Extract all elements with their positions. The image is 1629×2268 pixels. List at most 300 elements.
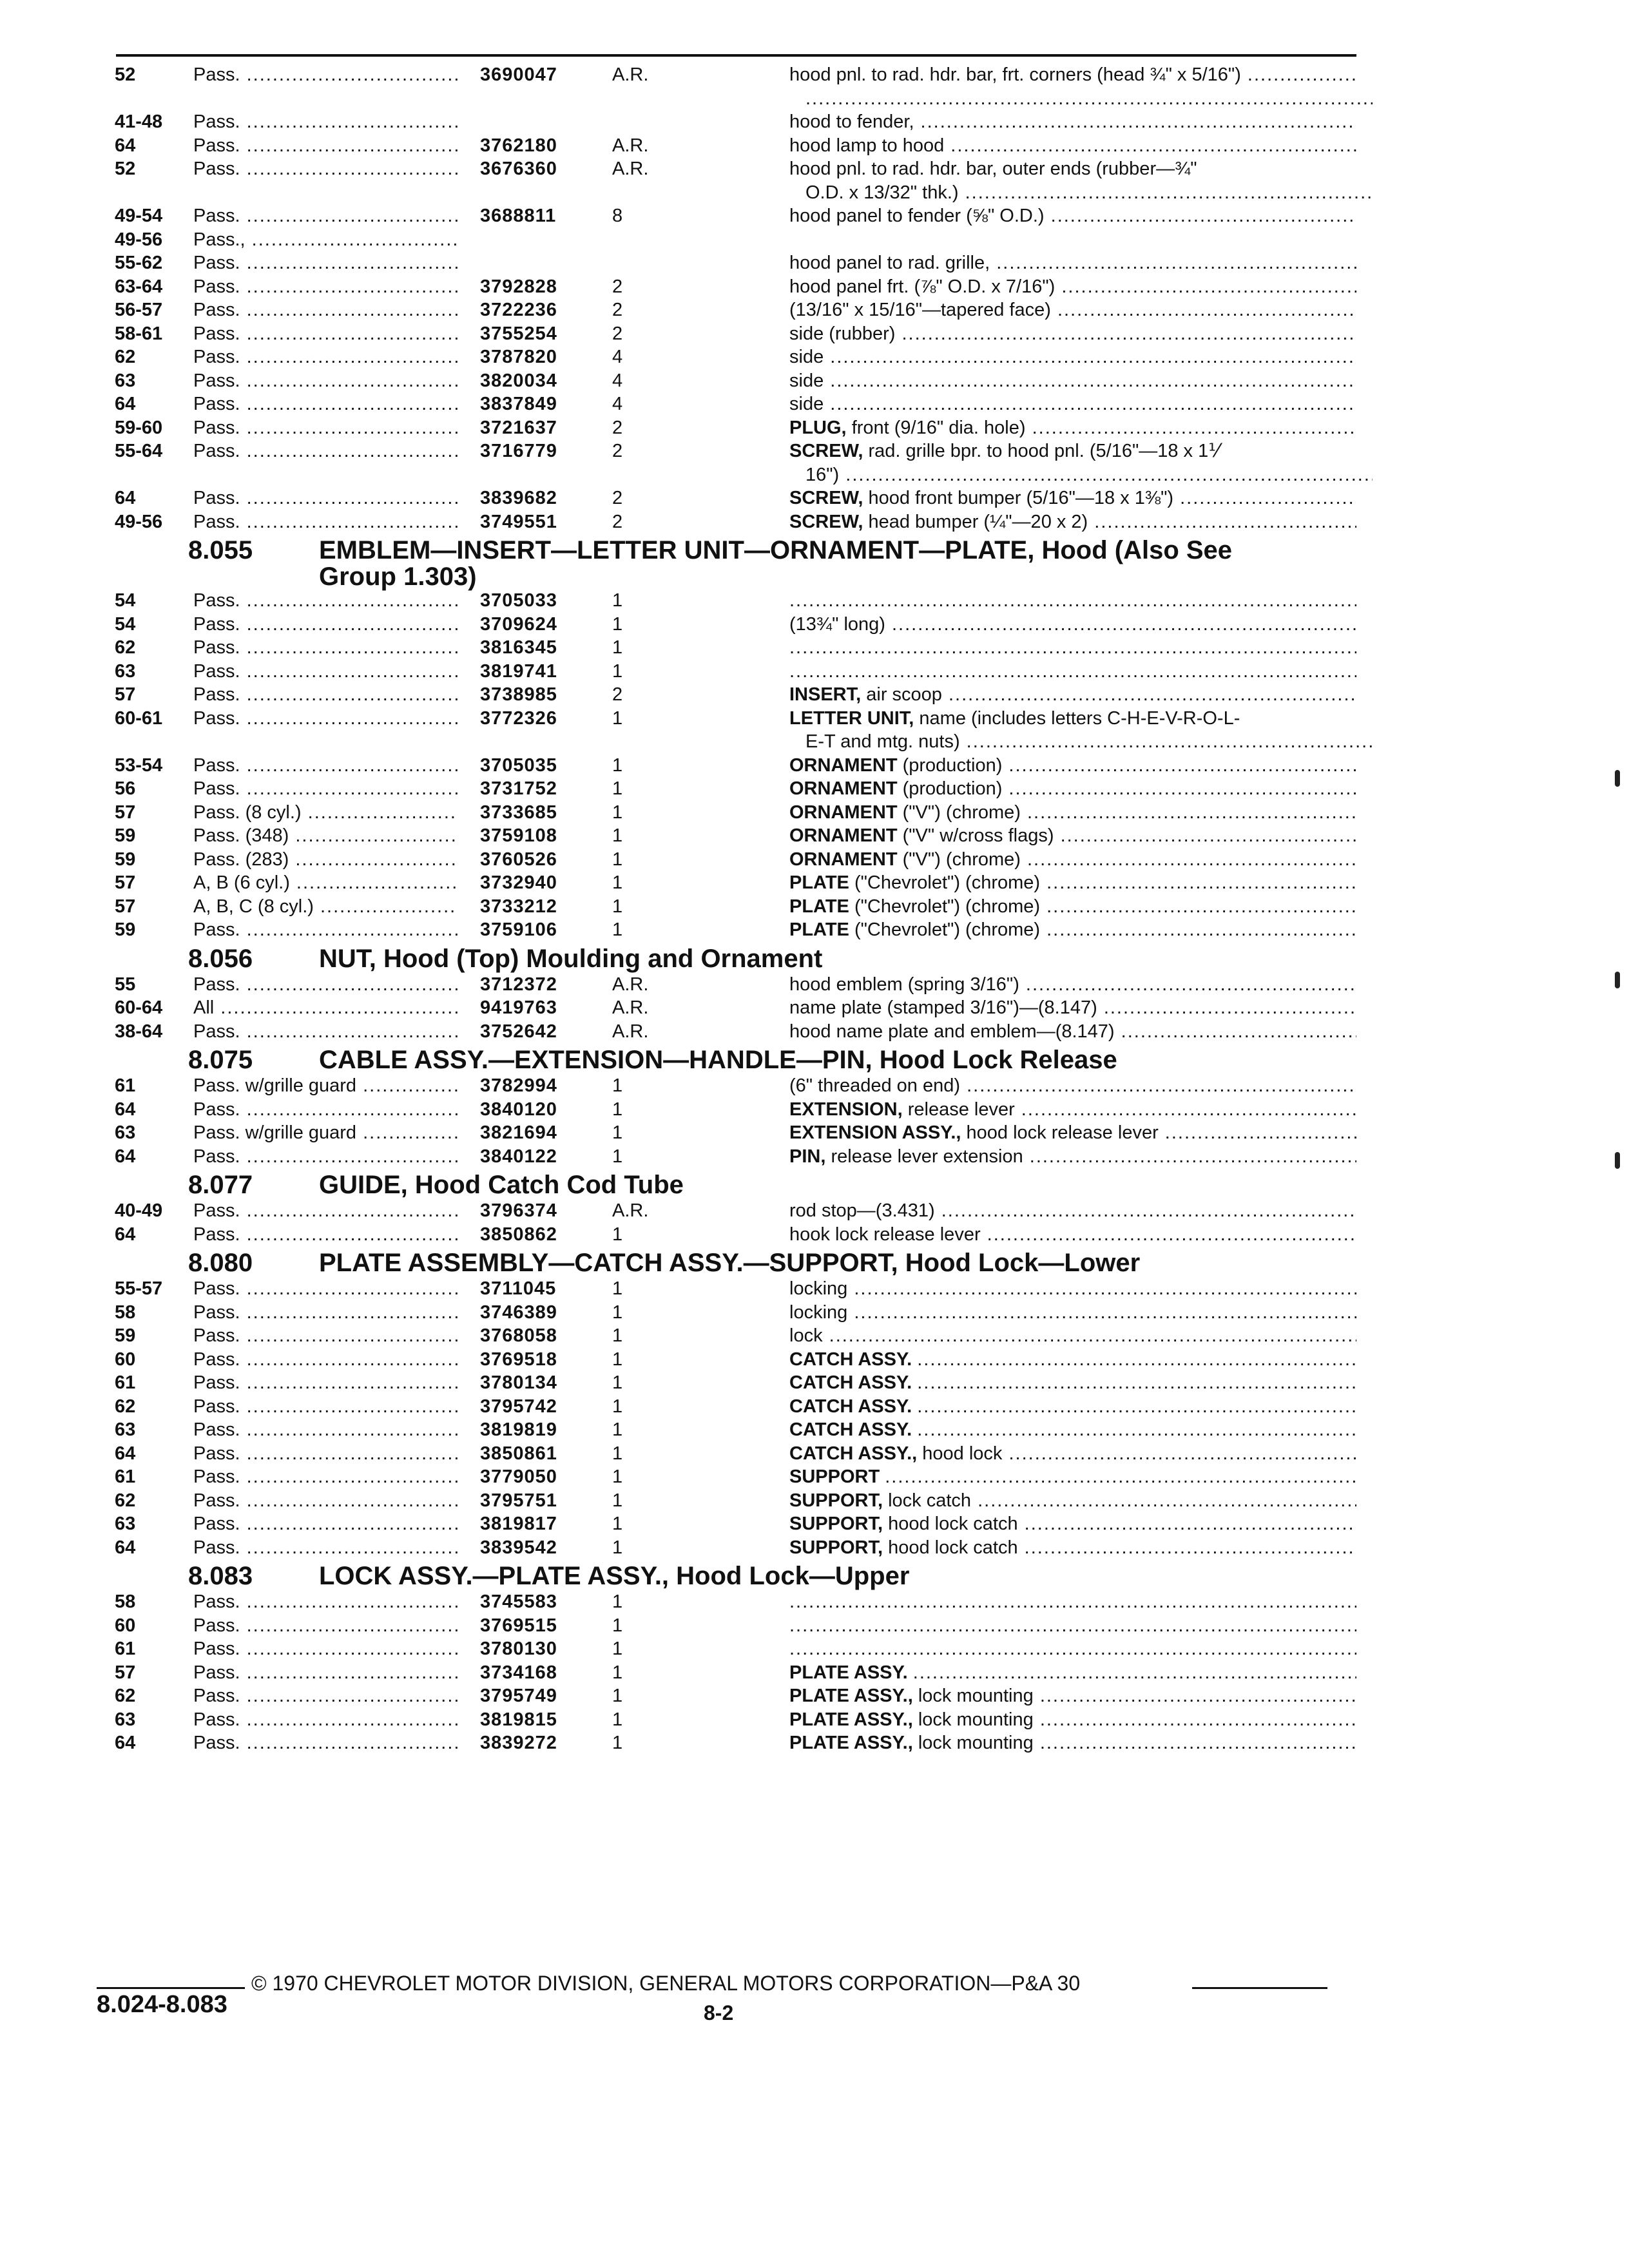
model-year: 62 xyxy=(115,347,136,367)
part-detail: name (includes letters C-H-E-V-R-O-L- xyxy=(919,707,1240,729)
part-detail: locking xyxy=(789,1278,848,1299)
part-number: 3839542 xyxy=(480,1537,557,1558)
model-application: Pass. ..... xyxy=(193,918,458,941)
quantity: 1 xyxy=(612,1733,623,1753)
section-title: LOCK ASSY.—PLATE ASSY., Hood Lock—Upper xyxy=(319,1562,910,1590)
section-title: CABLE ASSY.—EXTENSION—HANDLE—PIN, Hood Lock Release xyxy=(319,1046,1117,1074)
part-row xyxy=(0,1536,1629,1560)
part-number: 3769515 xyxy=(480,1615,557,1636)
part-detail: side (rubber) xyxy=(789,323,896,344)
part-name: EXTENSION ASSY., xyxy=(789,1122,961,1143)
part-detail: rad. grille bpr. to hood pnl. (5/16"—18 x 1⅟ xyxy=(868,441,1219,461)
part-name: PLATE ASSY., xyxy=(789,1686,913,1706)
model-application: Pass. ..... xyxy=(193,1614,458,1637)
part-name: ORNAMENT xyxy=(789,754,898,776)
part-description xyxy=(789,848,1356,871)
part-description xyxy=(789,1301,1356,1324)
part-description xyxy=(789,1637,1356,1660)
quantity: A.R. xyxy=(612,1200,649,1221)
parts-list xyxy=(0,63,1629,1755)
part-detail: side xyxy=(789,370,824,391)
part-description xyxy=(789,973,1356,996)
model-year: 58 xyxy=(115,1591,136,1612)
quantity: 1 xyxy=(612,825,623,846)
part-detail: locking xyxy=(789,1302,848,1323)
part-number: 9419763 xyxy=(480,997,557,1018)
model-application: Pass. ..... xyxy=(193,275,458,298)
model-year: 63 xyxy=(115,1514,136,1534)
part-detail: side xyxy=(789,347,824,367)
binding-mark xyxy=(1615,972,1620,988)
part-name: CATCH ASSY. xyxy=(789,1349,912,1370)
quantity: 1 xyxy=(612,849,623,870)
part-description xyxy=(789,1465,1356,1488)
part-description xyxy=(789,754,1356,777)
model-application: Pass. ..... xyxy=(193,439,458,463)
part-detail: hook lock release lever xyxy=(789,1224,981,1245)
part-row xyxy=(0,848,1629,872)
quantity: 4 xyxy=(612,347,623,367)
part-row xyxy=(0,322,1629,346)
part-description xyxy=(789,707,1356,730)
part-detail: hood panel to rad. grille, xyxy=(789,253,990,273)
part-row xyxy=(0,871,1629,895)
part-detail: ("Chevrolet") (chrome) xyxy=(854,919,1041,940)
part-detail: hood to fender, xyxy=(789,111,914,132)
quantity: 1 xyxy=(612,1639,623,1659)
model-application: Pass. ..... xyxy=(193,369,458,392)
part-description xyxy=(789,1121,1356,1144)
part-number: 3738985 xyxy=(480,684,557,705)
model-year: 60-61 xyxy=(115,707,163,729)
part-number: 3840120 xyxy=(480,1099,557,1120)
part-description xyxy=(805,730,1373,753)
model-application: Pass. ..... xyxy=(193,1661,458,1684)
model-application: Pass. ..... xyxy=(193,1098,458,1121)
model-application: Pass. ..... xyxy=(193,1277,458,1300)
part-number: 3733212 xyxy=(480,896,557,917)
quantity: 1 xyxy=(612,613,623,635)
part-row xyxy=(0,1324,1629,1348)
part-description xyxy=(789,871,1356,894)
part-detail: 16") xyxy=(805,464,840,485)
part-description xyxy=(789,416,1356,439)
quantity: 1 xyxy=(612,1146,623,1167)
part-row xyxy=(0,251,1629,275)
model-application: Pass. (283) ..... xyxy=(193,848,458,871)
part-description xyxy=(789,1395,1356,1418)
part-number: 3745583 xyxy=(480,1591,557,1612)
model-application: Pass. ..... xyxy=(193,157,458,180)
part-detail: lock mounting xyxy=(918,1709,1034,1730)
part-row xyxy=(0,754,1629,778)
part-detail: hood emblem (spring 3/16") xyxy=(789,974,1019,995)
model-application: Pass. ..... xyxy=(193,1684,458,1707)
part-row xyxy=(0,275,1629,299)
model-year: 56 xyxy=(115,778,136,799)
part-description xyxy=(789,63,1356,86)
model-year: 64 xyxy=(115,135,136,156)
part-number: 3709624 xyxy=(480,613,557,635)
part-description xyxy=(789,1614,1356,1637)
part-description xyxy=(789,439,1356,463)
part-detail: hood front bumper (5/16"—18 x 1⅜") xyxy=(868,488,1174,508)
quantity: 1 xyxy=(612,660,623,682)
part-number: 3760526 xyxy=(480,849,557,870)
part-number: 3762180 xyxy=(480,135,557,156)
model-application: A, B, C (8 cyl.) ..... xyxy=(193,895,458,918)
part-row xyxy=(0,1145,1629,1169)
part-description xyxy=(789,1708,1356,1731)
part-detail: (13/16" x 15/16"—tapered face) xyxy=(789,300,1051,320)
part-name: CATCH ASSY. xyxy=(789,1419,912,1440)
part-description xyxy=(789,204,1356,227)
part-detail: (production) xyxy=(902,778,1003,799)
part-description xyxy=(789,322,1356,345)
part-description xyxy=(789,486,1356,510)
part-name: SUPPORT, xyxy=(789,1490,883,1511)
part-row xyxy=(0,1708,1629,1732)
part-number: 3752642 xyxy=(480,1021,557,1042)
model-year: 63 xyxy=(115,1419,136,1440)
part-description xyxy=(789,824,1356,847)
part-name: SCREW, xyxy=(789,511,863,532)
part-row xyxy=(0,1348,1629,1372)
part-description xyxy=(789,1684,1356,1707)
part-row xyxy=(0,510,1629,534)
model-application: Pass. ..... xyxy=(193,1442,458,1465)
part-detail: lock xyxy=(789,1325,823,1346)
model-application: Pass. ..... xyxy=(193,589,458,612)
part-detail: hood panel to fender (⅝" O.D.) xyxy=(789,206,1045,226)
part-detail: hood name plate and emblem—(8.147) xyxy=(789,1021,1115,1042)
part-number: 3755254 xyxy=(480,323,557,344)
quantity: 1 xyxy=(612,872,623,893)
part-name: PLATE ASSY., xyxy=(789,1709,913,1730)
model-year: 57 xyxy=(115,896,136,917)
part-number: 3782994 xyxy=(480,1075,557,1096)
part-row xyxy=(0,1277,1629,1301)
part-detail: hood panel frt. (⅞" O.D. x 7/16") xyxy=(789,276,1055,297)
model-application: Pass. ..... xyxy=(193,1348,458,1371)
model-year: 61 xyxy=(115,1075,136,1096)
quantity: A.R. xyxy=(612,1021,649,1042)
model-application: Pass. ..... xyxy=(193,1489,458,1512)
part-row xyxy=(0,1418,1629,1442)
model-application: Pass. ..... xyxy=(193,683,458,706)
model-year: 41-48 xyxy=(115,111,163,132)
section-header xyxy=(0,945,1629,973)
part-name: ORNAMENT xyxy=(789,849,898,870)
part-name: ORNAMENT xyxy=(789,778,898,799)
binding-mark xyxy=(1615,770,1620,787)
model-application: Pass. ..... xyxy=(193,1590,458,1613)
model-year: 61 xyxy=(115,1466,136,1487)
part-number: 3819819 xyxy=(480,1419,557,1440)
quantity: 1 xyxy=(612,1372,623,1393)
part-description xyxy=(789,1223,1356,1246)
model-application: Pass. ..... xyxy=(193,754,458,777)
quantity: 1 xyxy=(612,778,623,799)
part-description xyxy=(789,1489,1356,1512)
model-year: 58 xyxy=(115,1302,136,1323)
part-name: PLATE xyxy=(789,896,849,917)
part-row xyxy=(0,1489,1629,1513)
part-number: 3837849 xyxy=(480,394,557,414)
part-number: 3688811 xyxy=(480,206,557,226)
model-application: Pass. ..... xyxy=(193,1301,458,1324)
model-year: 64 xyxy=(115,1733,136,1753)
model-application: Pass. ..... xyxy=(193,416,458,439)
part-number: 3819815 xyxy=(480,1709,557,1730)
part-description xyxy=(789,1020,1356,1043)
model-application: Pass. ..... xyxy=(193,1223,458,1246)
section-header xyxy=(0,1046,1629,1074)
part-row xyxy=(0,730,1629,754)
part-detail: hood lock xyxy=(922,1443,1003,1464)
model-year: 62 xyxy=(115,637,136,658)
part-row xyxy=(0,801,1629,825)
part-row xyxy=(0,1301,1629,1325)
part-row xyxy=(0,1465,1629,1489)
model-year: 54 xyxy=(115,590,136,611)
part-number: 3676360 xyxy=(480,159,557,179)
part-description xyxy=(789,1442,1356,1465)
quantity: 1 xyxy=(612,637,623,658)
part-row xyxy=(0,110,1629,134)
model-year: 61 xyxy=(115,1639,136,1659)
part-number: 3819741 xyxy=(480,660,557,682)
part-number: 3780134 xyxy=(480,1372,557,1393)
part-description xyxy=(789,918,1356,941)
part-row xyxy=(0,369,1629,393)
part-detail: E-T and mtg. nuts) xyxy=(805,731,960,752)
part-number: 3792828 xyxy=(480,276,557,297)
part-row xyxy=(0,298,1629,322)
quantity: 1 xyxy=(612,896,623,917)
quantity: A.R. xyxy=(612,64,649,85)
part-row xyxy=(0,392,1629,416)
model-application: Pass. ..... xyxy=(193,1395,458,1418)
part-row xyxy=(0,228,1629,252)
section-header xyxy=(0,1249,1629,1277)
quantity: 2 xyxy=(612,417,623,438)
model-application: Pass. ..... xyxy=(193,1637,458,1660)
part-row xyxy=(0,1442,1629,1466)
model-year: 60 xyxy=(115,1349,136,1370)
section-title: NUT, Hood (Top) Moulding and Ornament xyxy=(319,944,823,973)
part-detail: hood pnl. to rad. hdr. bar, frt. corners (head ¾" x 5/16") xyxy=(789,64,1241,85)
part-row xyxy=(0,1395,1629,1419)
part-number: 3850861 xyxy=(480,1443,557,1464)
top-rule xyxy=(116,54,1356,57)
quantity: 2 xyxy=(612,441,623,461)
model-application: Pass., ..... xyxy=(193,228,458,251)
model-year: 57 xyxy=(115,802,136,823)
quantity: 1 xyxy=(612,1396,623,1417)
section-number: 8.080 xyxy=(188,1249,253,1277)
model-application: Pass. (348) ..... xyxy=(193,824,458,847)
quantity: 1 xyxy=(612,1490,623,1511)
model-year: 61 xyxy=(115,1372,136,1393)
quantity: 2 xyxy=(612,488,623,508)
part-number: 3690047 xyxy=(480,64,557,85)
part-number: 3819817 xyxy=(480,1514,557,1534)
part-number: 3787820 xyxy=(480,347,557,367)
model-application: Pass. ..... xyxy=(193,1536,458,1559)
footer-page-number: 8-2 xyxy=(704,2001,734,2024)
part-row xyxy=(0,1020,1629,1044)
section-number: 8.055 xyxy=(188,536,253,564)
part-row xyxy=(0,345,1629,369)
part-description xyxy=(789,298,1356,322)
part-detail: (13¾" long) xyxy=(789,613,885,635)
model-application: A, B (6 cyl.) ..... xyxy=(193,871,458,894)
model-year: 59-60 xyxy=(115,417,163,438)
model-application: Pass. ..... xyxy=(193,63,458,86)
model-year: 63 xyxy=(115,1709,136,1730)
part-detail: name plate (stamped 3/16")—(8.147) xyxy=(789,997,1097,1018)
part-number: 3716779 xyxy=(480,441,557,461)
quantity: 1 xyxy=(612,754,623,776)
part-row xyxy=(0,63,1629,87)
part-description xyxy=(805,87,1373,110)
quantity: 1 xyxy=(612,1686,623,1706)
model-year: 49-56 xyxy=(115,511,163,532)
part-number: 3759106 xyxy=(480,919,557,940)
part-detail: release lever xyxy=(907,1099,1015,1120)
part-description xyxy=(789,510,1356,533)
quantity: 1 xyxy=(612,590,623,611)
part-number: 3850862 xyxy=(480,1224,557,1245)
part-number: 3780130 xyxy=(480,1639,557,1659)
model-year: 60 xyxy=(115,1615,136,1636)
part-number: 3746389 xyxy=(480,1302,557,1323)
part-row xyxy=(0,1731,1629,1755)
part-number: 3821694 xyxy=(480,1122,557,1143)
model-year: 59 xyxy=(115,825,136,846)
model-application: Pass. ..... xyxy=(193,510,458,533)
model-application: Pass. ..... xyxy=(193,1324,458,1347)
part-description xyxy=(789,777,1356,800)
part-number: 3816345 xyxy=(480,637,557,658)
part-row xyxy=(0,973,1629,997)
part-description xyxy=(789,1098,1356,1121)
part-name: CATCH ASSY., xyxy=(789,1443,918,1464)
part-name: PLATE ASSY. xyxy=(789,1662,908,1683)
part-description xyxy=(805,463,1373,486)
quantity: 1 xyxy=(612,1537,623,1558)
part-row xyxy=(0,1371,1629,1395)
part-row xyxy=(0,416,1629,440)
part-name: INSERT, xyxy=(789,684,862,705)
part-number: 3759108 xyxy=(480,825,557,846)
part-detail: ("Chevrolet") (chrome) xyxy=(854,896,1041,917)
part-row xyxy=(0,683,1629,707)
part-row xyxy=(0,1199,1629,1223)
part-description xyxy=(789,1348,1356,1371)
section-number: 8.075 xyxy=(188,1046,253,1074)
model-year: 52 xyxy=(115,64,136,85)
quantity: 1 xyxy=(612,1443,623,1464)
model-year: 63 xyxy=(115,1122,136,1143)
quantity: 1 xyxy=(612,1514,623,1534)
section-header xyxy=(0,1562,1629,1590)
binding-mark xyxy=(1615,1152,1620,1169)
model-year: 63 xyxy=(115,660,136,682)
model-year: 64 xyxy=(115,488,136,508)
part-detail: hood lock release lever xyxy=(966,1122,1159,1143)
part-description xyxy=(789,369,1356,392)
part-row xyxy=(0,157,1629,181)
part-row xyxy=(0,613,1629,637)
part-description xyxy=(789,275,1356,298)
part-row xyxy=(0,1074,1629,1098)
part-detail: front (9/16" dia. hole) xyxy=(851,417,1026,438)
section-header xyxy=(0,536,1629,564)
model-year: 63-64 xyxy=(115,276,163,297)
footer-rule-left xyxy=(97,1987,245,1989)
part-description xyxy=(789,110,1356,133)
part-detail: head bumper (¼"—20 x 2) xyxy=(868,511,1088,532)
model-application: Pass. ..... xyxy=(193,134,458,157)
model-application: Pass. ..... xyxy=(193,298,458,322)
model-application: Pass. ..... xyxy=(193,613,458,636)
quantity: A.R. xyxy=(612,135,649,156)
model-year: 53-54 xyxy=(115,754,163,776)
part-number: 3839682 xyxy=(480,488,557,508)
part-name: PIN, xyxy=(789,1146,826,1167)
part-name: PLATE xyxy=(789,919,849,940)
part-detail: ("V") (chrome) xyxy=(902,849,1021,870)
part-number: 3731752 xyxy=(480,778,557,799)
part-row xyxy=(0,707,1629,731)
part-description xyxy=(789,392,1356,416)
part-number: 3796374 xyxy=(480,1200,557,1221)
part-row xyxy=(0,1098,1629,1122)
part-row xyxy=(0,1121,1629,1145)
model-year: 63 xyxy=(115,370,136,391)
quantity: 1 xyxy=(612,1591,623,1612)
part-detail: (6" threaded on end) xyxy=(789,1075,961,1096)
quantity: 1 xyxy=(612,919,623,940)
quantity: A.R. xyxy=(612,997,649,1018)
part-description xyxy=(789,613,1356,636)
part-row xyxy=(0,463,1629,487)
part-row xyxy=(0,204,1629,228)
part-name: SUPPORT, xyxy=(789,1514,883,1534)
part-row xyxy=(0,486,1629,510)
part-name: ORNAMENT xyxy=(789,825,898,846)
footer-rule-right xyxy=(1192,1987,1327,1989)
part-detail: air scoop xyxy=(866,684,942,705)
model-year: 64 xyxy=(115,1537,136,1558)
part-number: 3722236 xyxy=(480,300,557,320)
part-name: CATCH ASSY. xyxy=(789,1372,912,1393)
model-year: 62 xyxy=(115,1686,136,1706)
part-description xyxy=(789,1324,1356,1347)
part-number: 3795742 xyxy=(480,1396,557,1417)
section-title: EMBLEM—INSERT—LETTER UNIT—ORNAMENT—PLATE, Hood (Also See xyxy=(319,536,1233,564)
part-description xyxy=(789,1277,1356,1300)
model-application: Pass. ..... xyxy=(193,1465,458,1488)
model-year: 59 xyxy=(115,849,136,870)
quantity: 8 xyxy=(612,206,623,226)
quantity: 2 xyxy=(612,300,623,320)
model-year: 58-61 xyxy=(115,323,163,344)
footer-section-range: 8.024-8.083 xyxy=(97,1991,227,2018)
part-name: SCREW, xyxy=(789,488,863,508)
